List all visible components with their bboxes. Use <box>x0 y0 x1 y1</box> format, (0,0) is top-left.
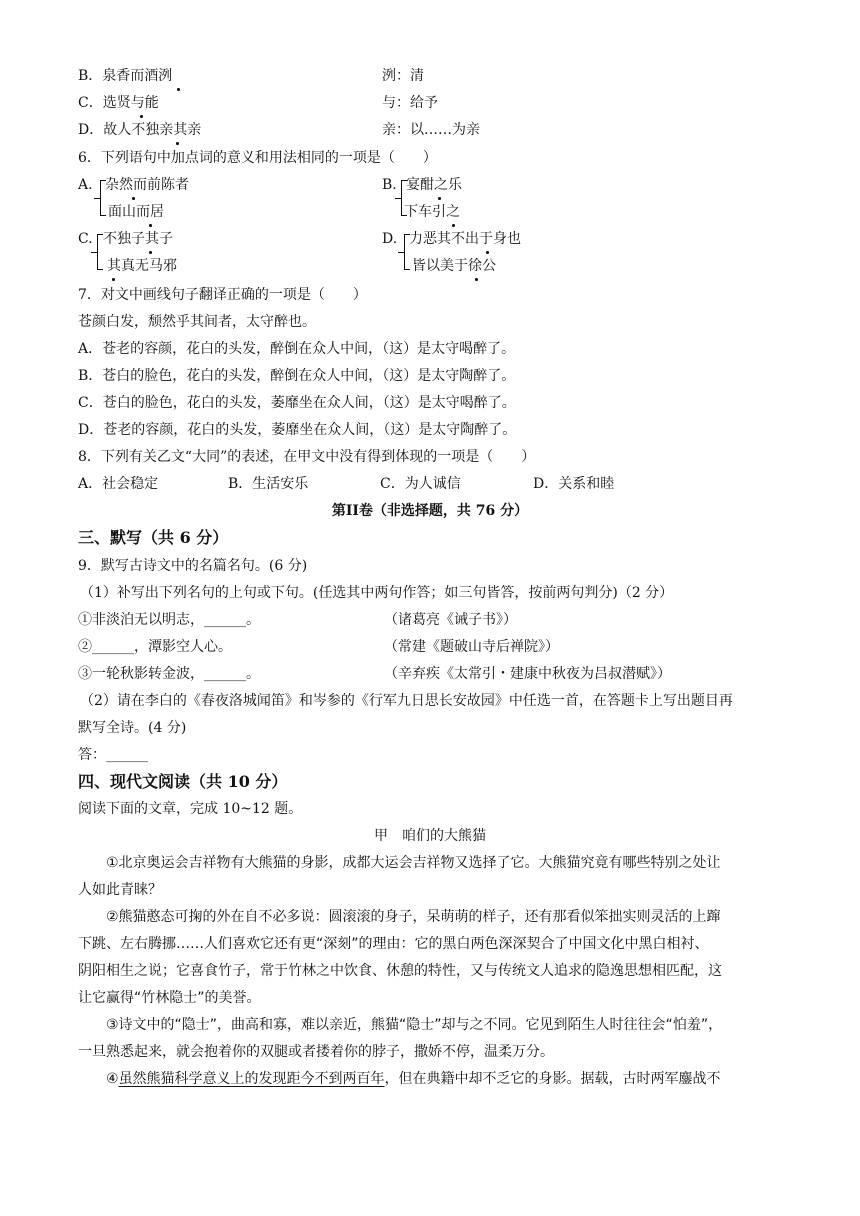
emphasis-dot <box>149 251 152 254</box>
q6-d-line1: 力恶其不出于身也 <box>409 231 521 247</box>
q7-option-d: D．苍老的容颜，花白的头发，萎靡坐在众人间，（这）是太守陶醉了。 <box>78 422 517 438</box>
q7-quote: 苍颜白发，颓然乎其间者，太守醉也。 <box>78 314 316 330</box>
q5-option-c: C．选贤与能 <box>78 95 159 111</box>
emphasis-dot <box>475 278 478 281</box>
q5-option-b: B．泉香而酒洌 <box>78 68 173 84</box>
article-p4-underlined-sentence: 虽然熊猫科学意义上的发现距今不到两百年 <box>118 1071 385 1087</box>
emphasis-dot <box>438 197 441 200</box>
q8-option-b: B．生活安乐 <box>228 476 309 492</box>
article-p3-line1: ③诗文中的“隐士”，曲高和寡，难以亲近，熊猫“隐士”却与之不同。它见到陌生人时往往会“怕羞”， <box>106 1017 723 1033</box>
q6-b-line1: 宴酣之乐 <box>406 177 462 193</box>
q5-option-d: D．故人不独亲其亲 <box>78 122 202 138</box>
section4-intro: 阅读下面的文章，完成 10~12 题。 <box>78 801 303 817</box>
article-p1-line1: ①北京奥运会吉祥物有大熊猫的身影，成都大运会吉祥物又选择了它。大熊猫究竟有哪些特别之处让 <box>106 855 721 871</box>
article-p4-continuation: ，但在典籍中却不乏它的身影。据载，古时两军鏖战不 <box>384 1071 721 1087</box>
q7-option-c: C．苍白的脸色，花白的头发，萎靡坐在众人间，（这）是太守喝醉了。 <box>78 395 516 411</box>
q6-a-line1: 杂然而前陈者 <box>105 177 189 193</box>
q6-d-line2: 皆以美于徐公 <box>412 258 496 274</box>
q5-option-d-gloss: 亲：以……为亲 <box>382 122 480 138</box>
q9-item2-source: （常建《题破山寺后禅院》） <box>384 639 559 655</box>
q8-option-d: D．关系和睦 <box>533 476 615 492</box>
q6-c-line1: 不独子其子 <box>103 231 173 247</box>
q8-option-c: C．为人诚信 <box>380 476 461 492</box>
article-p4-number: ④ <box>106 1071 119 1087</box>
q5-option-c-gloss: 与：给予 <box>382 95 438 111</box>
q9-sub2-line2: 默写全诗。(4 分) <box>78 720 187 736</box>
part2-title: 第II卷（非选择题，共 76 分） <box>331 503 529 519</box>
q6-label-d: D. <box>382 231 398 247</box>
q7-option-b: B．苍白的脸色，花白的头发，醉倒在众人中间，（这）是太守陶醉了。 <box>78 368 516 384</box>
article-p2-line4: 让它赢得“竹林隐士”的美誉。 <box>78 990 261 1006</box>
article-p4-line1 <box>106 1069 721 1089</box>
q6-label-c: C. <box>78 231 93 247</box>
emphasis-dot <box>149 224 152 227</box>
q6-stem: 6．下列语句中加点词的意义和用法相同的一项是（ ） <box>78 150 437 166</box>
q9-sub2-line1: （2）请在李白的《春夜洛城闻笛》和岑参的《行军九日思长安故园》中任选一首，在答题卡上写出题目再 <box>80 693 733 709</box>
q9-item3: ③一轮秋影转金波，______。 <box>78 666 260 682</box>
article-p2-line2: 下跳、左右腾挪……人们喜欢它还有更“深刻”的理由：它的黑白两色深深契合了中国文化中黑白相衬、 <box>78 936 709 952</box>
article-title: 甲 咱们的大熊猫 <box>374 828 486 844</box>
q9-stem: 9．默写古诗文中的名篇名句。(6 分) <box>78 558 308 574</box>
q6-b-line2: 下车引之 <box>404 204 460 220</box>
section4-title: 四、现代文阅读（共 10 分） <box>78 772 288 791</box>
q6-label-b: B. <box>382 177 397 193</box>
emphasis-dot <box>486 251 489 254</box>
emphasis-dot <box>452 224 455 227</box>
q5-option-b-gloss: 洌：清 <box>382 68 424 84</box>
q6-a-line2: 面山而居 <box>108 204 164 220</box>
article-p3-line2: 一旦熟悉起来，就会抱着你的双腿或者搂着你的脖子，撒娇不停，温柔万分。 <box>78 1044 554 1060</box>
q9-item1: ①非淡泊无以明志，______。 <box>78 612 260 628</box>
emphasis-dot <box>132 197 135 200</box>
article-p1-line2: 人如此青睐？ <box>78 882 162 898</box>
q9-item1-source: （诸葛亮《诫子书》） <box>384 612 517 628</box>
article-p2-line3: 阴阳相生之说；它喜食竹子，常于竹林之中饮食、休憩的特性，又与传统文人追求的隐逸思想相匹配，这 <box>78 963 722 979</box>
q8-option-a: A．社会稳定 <box>78 476 159 492</box>
emphasis-dot <box>176 142 179 145</box>
q7-option-a: A．苍老的容颜，花白的头发，醉倒在众人中间，（这）是太守喝醉了。 <box>78 341 516 357</box>
q9-answer: 答：______ <box>78 747 148 763</box>
q9-item3-source: （辛弃疾《太常引・建康中秋夜为吕叔潜赋》） <box>384 666 671 682</box>
q6-c-line2: 其真无马邪 <box>107 258 177 274</box>
emphasis-dot <box>112 278 115 281</box>
q7-stem: 7．对文中画线句子翻译正确的一项是（ ） <box>78 287 367 303</box>
q9-sub1: （1）补写出下列名句的上句或下句。(任选其中两句作答；如三句皆答，按前两句判分)（2 分） <box>80 585 674 601</box>
q8-stem: 8．下列有关乙文“大同”的表述，在甲文中没有得到体现的一项是（ ） <box>78 449 536 465</box>
emphasis-dot <box>177 88 180 91</box>
q6-label-a: A. <box>78 177 93 193</box>
article-p2-line1: ②熊猫憨态可掬的外在自不必多说：圆滚滚的身子，呆萌萌的样子，还有那看似笨拙实则灵活的上蹿 <box>106 909 721 925</box>
q9-item2: ②______，潭影空人心。 <box>78 639 232 655</box>
emphasis-dot <box>140 115 143 118</box>
section3-title: 三、默写（共 6 分） <box>78 528 229 547</box>
